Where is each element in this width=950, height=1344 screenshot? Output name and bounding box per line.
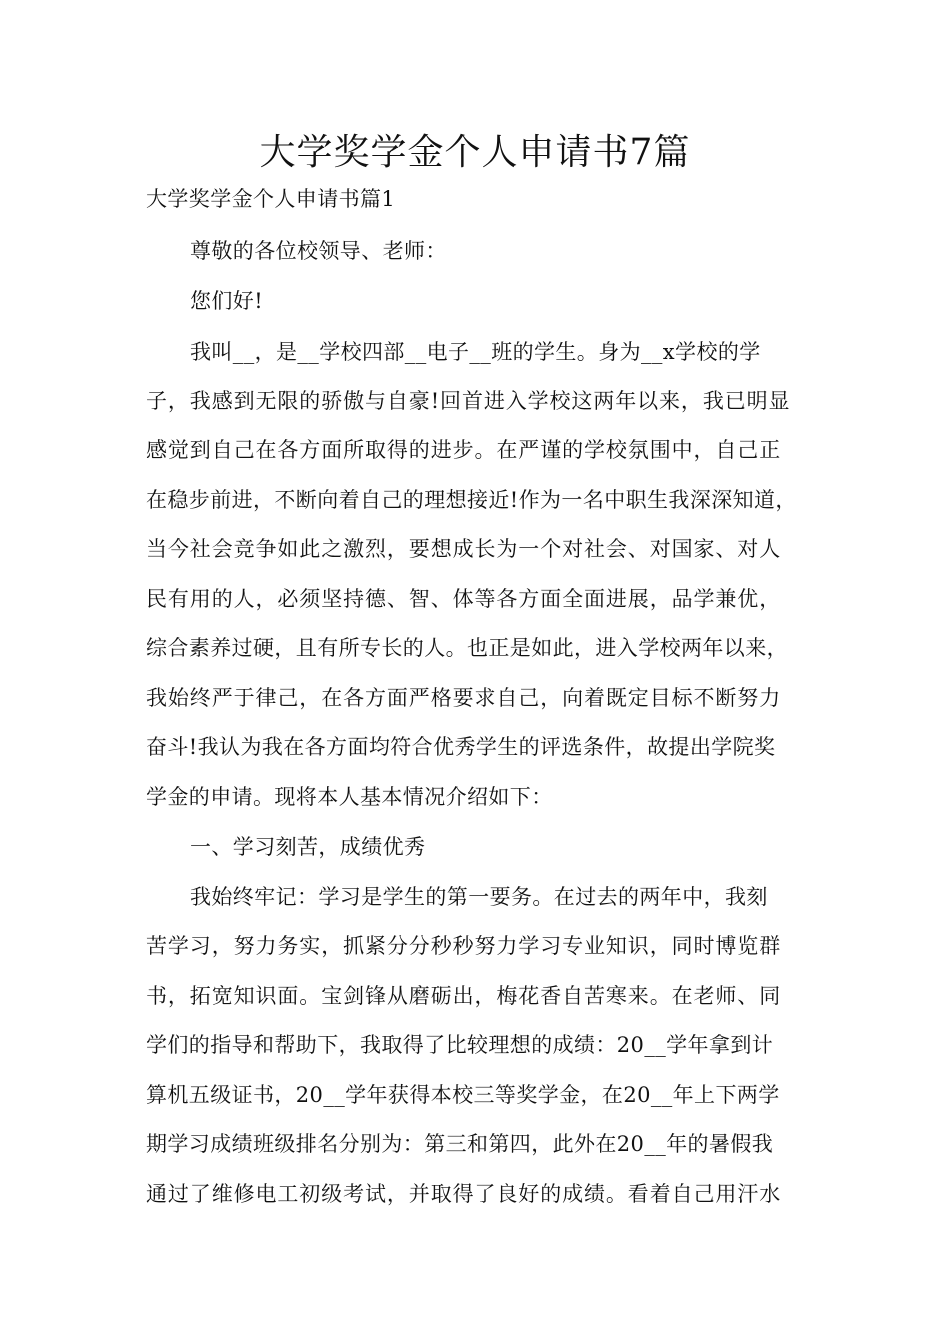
section-heading: 大学奖学金个人申请书篇1 bbox=[146, 187, 396, 211]
paragraph-line: 苦学习，努力务实，抓紧分分秒秒努力学习专业知识，同时博览群 bbox=[146, 934, 782, 958]
paragraph-line: 奋斗!我认为我在各方面均符合优秀学生的评选条件，故提出学院奖 bbox=[146, 735, 776, 759]
paragraph-line: 学金的申请。现将本人基本情况介绍如下： bbox=[146, 785, 553, 809]
paragraph-line: 通过了维修电工初级考试，并取得了良好的成绩。看着自己用汗水 bbox=[146, 1182, 782, 1206]
paragraph-line: 在稳步前进，不断向着自己的理想接近!作为一名中职生我深深知道， bbox=[146, 488, 797, 512]
paragraph-line: 学们的指导和帮助下，我取得了比较理想的成绩：20__学年拿到计 bbox=[146, 1033, 774, 1057]
paragraph-line: 书，拓宽知识面。宝剑锋从磨砺出，梅花香自苦寒来。在老师、同 bbox=[146, 984, 782, 1008]
paragraph-line: 民有用的人，必须坚持德、智、体等各方面全面进展，品学兼优， bbox=[146, 587, 782, 611]
greeting-line: 尊敬的各位校领导、老师： bbox=[190, 239, 447, 263]
paragraph-line: 当今社会竞争如此之激烈，要想成长为一个对社会、对国家、对人 bbox=[146, 537, 782, 561]
paragraph-line: 我叫__，是__学校四部__电子__班的学生。身为__x学校的学 bbox=[190, 340, 761, 364]
paragraph-line: 综合素养过硬，且有所专长的人。也正是如此，进入学校两年以来， bbox=[146, 636, 788, 660]
paragraph-line: 期学习成绩班级排名分别为：第三和第四，此外在20__年的暑假我 bbox=[146, 1132, 774, 1156]
paragraph-line: 子，我感到无限的骄傲与自豪!回首进入学校这两年以来，我已明显 bbox=[146, 389, 791, 413]
document-title: 大学奖学金个人申请书7篇 bbox=[259, 132, 691, 173]
paragraph-line: 我始终严于律己，在各方面严格要求自己，向着既定目标不断努力 bbox=[146, 686, 782, 710]
paragraph-line: 我始终牢记：学习是学生的第一要务。在过去的两年中，我刻 bbox=[190, 885, 768, 909]
salutation-line: 您们好! bbox=[190, 289, 264, 313]
subheading: 一、学习刻苦，成绩优秀 bbox=[190, 835, 426, 859]
paragraph-line: 感觉到自己在各方面所取得的进步。在严谨的学校氛围中，自己正 bbox=[146, 438, 782, 462]
paragraph-line: 算机五级证书，20__学年获得本校三等奖学金，在20__年上下两学 bbox=[146, 1083, 780, 1107]
